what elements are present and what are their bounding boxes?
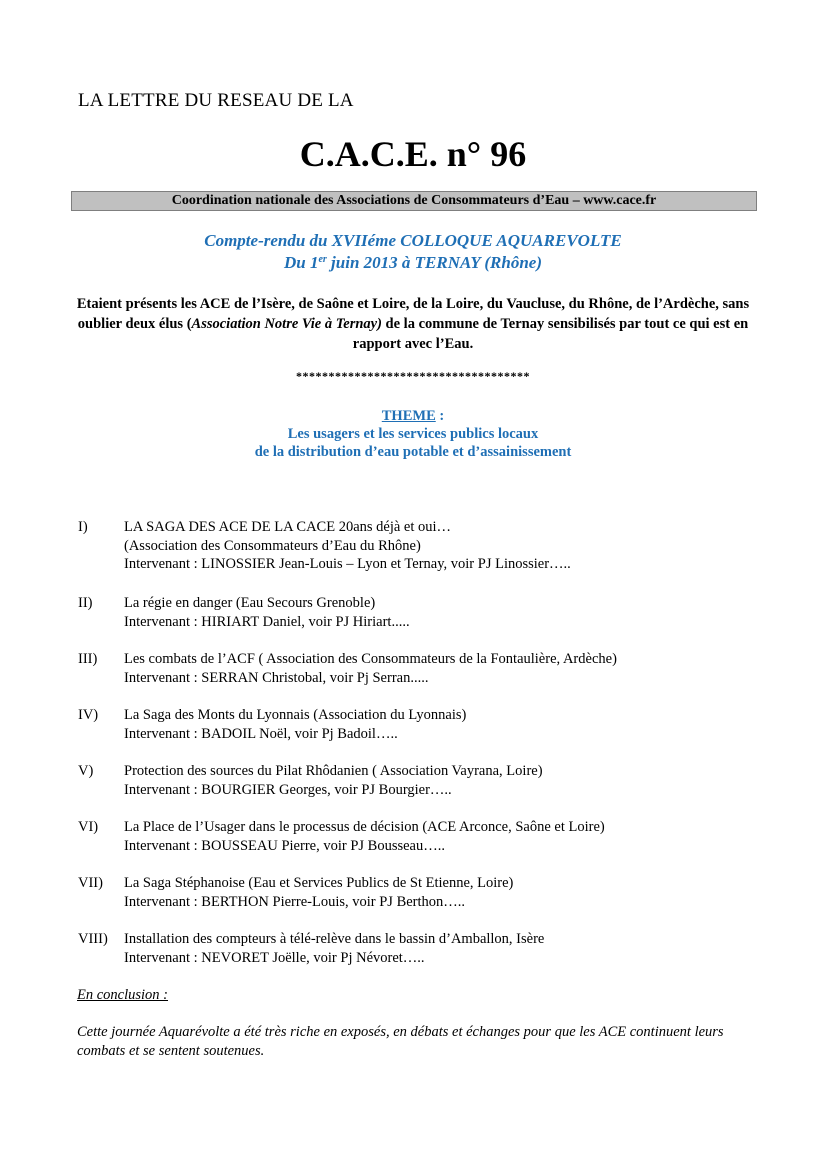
agenda-item-line: Intervenant : LINOSSIER Jean-Louis – Lyon et Ternay, voir PJ Linossier….. — [124, 556, 571, 572]
agenda-item-3 — [78, 650, 778, 688]
agenda-item-line: Intervenant : SERRAN Christobal, voir Pj Serran..... — [124, 669, 429, 686]
conclusion-text: Cette journée Aquarévolte a été très riche en exposés, en débats et échanges pour que les ACE continuent leurs combats et se sentent soutenues. — [77, 1024, 724, 1059]
agenda-item-line: LA SAGA DES ACE DE LA CACE 20ans déjà et oui… — [124, 519, 452, 535]
agenda-item-1 — [78, 518, 778, 575]
agenda-item-text — [124, 594, 774, 631]
attendees-paragraph — [70, 294, 756, 354]
agenda-item-number: III) — [78, 651, 98, 667]
agenda-item-text — [124, 706, 774, 743]
agenda-item-number: I) — [78, 519, 88, 535]
attendees-part3: de la commune de Ternay sensibilisés par tout ce qui est en rapport avec l’Eau. — [352, 316, 749, 352]
agenda-item-line: Intervenant : BOURGIER Georges, voir PJ Bourgier….. — [124, 781, 452, 798]
agenda-item-8 — [78, 930, 778, 968]
theme-line-2: de la distribution d’eau potable et d’assainissement — [254, 444, 572, 460]
attendees-association: Association Notre Vie à Ternay) — [191, 316, 382, 332]
agenda-item-text — [124, 518, 774, 574]
agenda-item-line: Intervenant : NEVORET Joëlle, voir Pj Névoret….. — [124, 949, 425, 966]
agenda-item-7 — [78, 874, 778, 912]
agenda-item-line: Protection des sources du Pilat Rhôdanien ( Association Vayrana, Loire) — [124, 763, 543, 779]
agenda-item-number: V) — [78, 763, 94, 779]
agenda-item-5 — [78, 762, 778, 800]
event-date-prefix: Du 1 — [283, 253, 319, 272]
theme-label: THEME — [381, 408, 436, 424]
coordination-banner: Coordination nationale des Associations de Consommateurs d’Eau – www.cace.fr — [71, 191, 757, 211]
agenda-item-line: La régie en danger (Eau Secours Grenoble) — [124, 595, 376, 611]
agenda-item-line: Intervenant : BOUSSEAU Pierre, voir PJ Bousseau….. — [124, 837, 445, 854]
agenda-item-line: Intervenant : BERTHON Pierre-Louis, voir PJ Berthon….. — [124, 893, 466, 910]
event-date — [0, 253, 826, 273]
agenda-item-text — [124, 874, 774, 911]
event-title: Compte-rendu du XVIIéme COLLOQUE AQUAREVOLTE — [204, 231, 622, 250]
theme-colon: : — [435, 408, 445, 424]
agenda-item-text — [124, 762, 774, 799]
agenda-item-line: La Place de l’Usager dans le processus de décision (ACE Arconce, Saône et Loire) — [124, 819, 605, 835]
event-date-sup: er — [318, 254, 327, 265]
agenda-item-text — [124, 818, 774, 855]
agenda-item-line: La Saga Stéphanoise (Eau et Services Publics de St Etienne, Loire) — [124, 875, 514, 891]
agenda-item-line: Installation des compteurs à télé-relève dans le bassin d’Amballon, Isère — [124, 931, 545, 947]
agenda-item-number: VI) — [78, 819, 99, 835]
agenda-item-number: II) — [78, 595, 93, 611]
agenda-item-4 — [78, 706, 778, 744]
separator-stars: ************************************ — [296, 369, 530, 383]
agenda-item-line: Intervenant : HIRIART Daniel, voir PJ Hiriart..... — [124, 613, 410, 630]
newsletter-title: C.A.C.E. n° 96 — [299, 134, 527, 174]
agenda-item-number: IV) — [78, 707, 99, 723]
attendees-part1: Etaient présents les ACE de l’Isère, de Saône et Loire, de la Loire, du Vaucluse, du Rhône, de l’Ardèche, sans oublier deux élus ( — [76, 296, 750, 332]
newsletter-heading: LA LETTRE DU RESEAU DE LA — [78, 90, 354, 111]
theme-line-1: Les usagers et les services publics locaux — [287, 426, 539, 442]
theme-heading — [0, 407, 826, 425]
agenda-item-text — [124, 650, 774, 687]
agenda-item-number: VIII) — [78, 931, 108, 947]
agenda-item-2 — [78, 594, 778, 632]
agenda-item-line: Intervenant : BADOIL Noël, voir Pj Badoil….. — [124, 725, 398, 742]
conclusion-heading: En conclusion : — [77, 987, 169, 1003]
agenda-item-line: (Association des Consommateurs d’Eau du Rhône) — [124, 537, 421, 554]
theme-block — [0, 407, 826, 461]
agenda-item-line: Les combats de l’ACF ( Association des Consommateurs de la Fontaulière, Ardèche) — [124, 651, 617, 667]
agenda-item-number: VII) — [78, 875, 103, 891]
agenda-item-text — [124, 930, 774, 967]
agenda-item-line: La Saga des Monts du Lyonnais (Association du Lyonnais) — [124, 707, 467, 723]
agenda-item-6 — [78, 818, 778, 856]
event-date-suffix: juin 2013 à TERNAY (Rhône) — [326, 253, 543, 272]
